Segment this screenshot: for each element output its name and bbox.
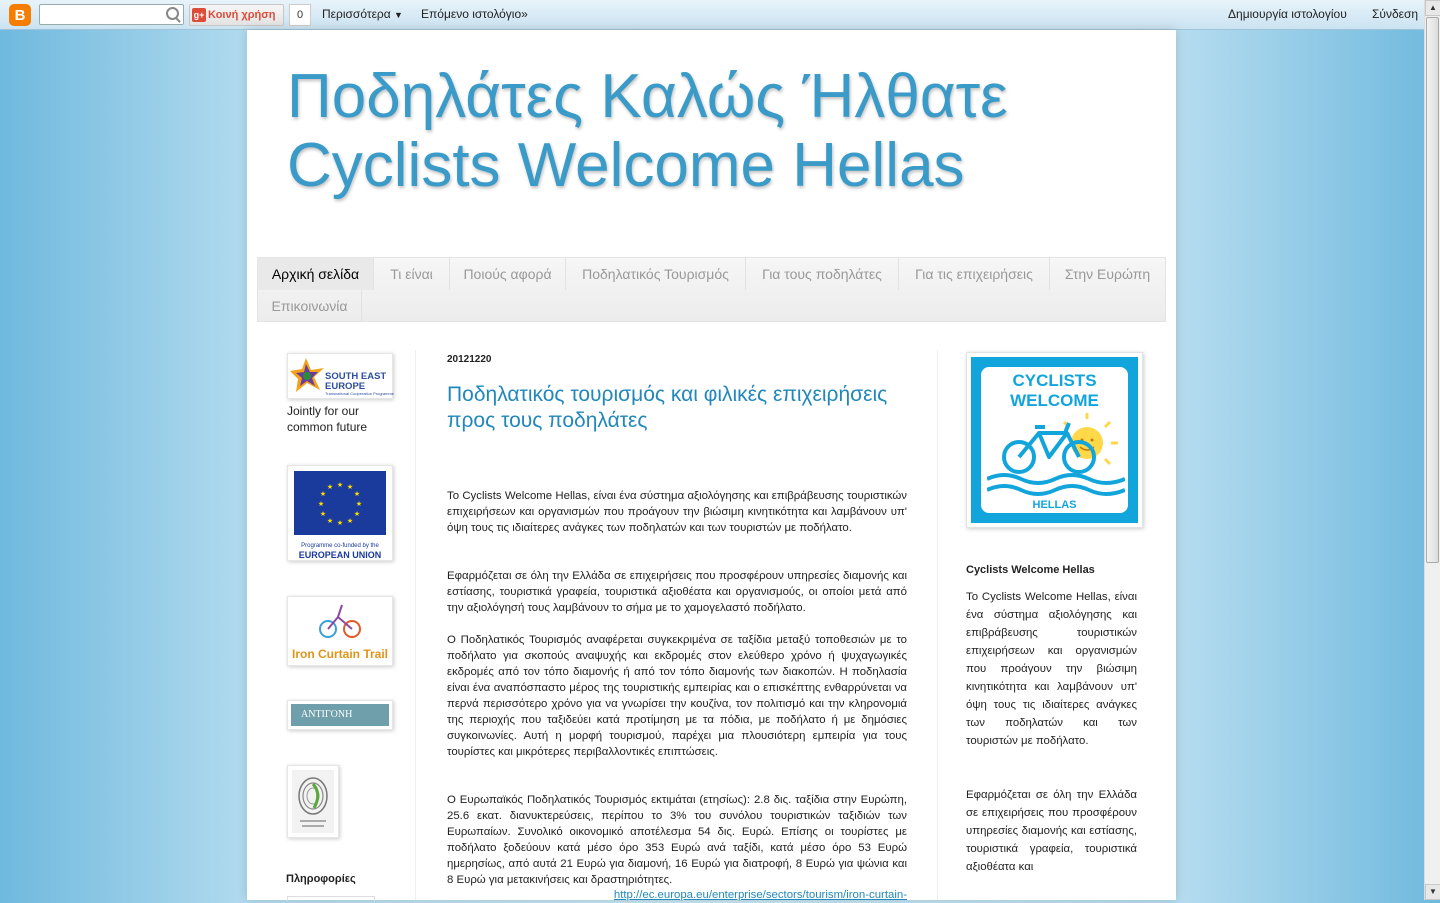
svg-text:★: ★	[326, 483, 334, 491]
post-paragraph: Ο Ευρωπαϊκός Ποδηλατικός Τουρισμός εκτιμάται (ετησίως): 2.8 δις. ταξίδια στην Ευρώπη, 25.6 εκατ. διανυκτερεύσεις, περίπου το 3% του συνόλου τουριστικών ταξιδιών των Ευρωπαίων. Συνολικό οικονομικό αποτέλεσμα 54 δις. Ευρώ. Επίσης οι τουρίστες με ποδήλατο ξοδεύουν κατά μέσο όρο 353 Ευρώ ανά ταξίδι, κατά μέσο όρο 53 Ευρώ ημερησίως, από αυτά 21 Ευρώ για διαμονή, 16 Ευρώ για διατροφή, 8 Ευρώ για ψώνια και 8 Ευρώ για μετακινήσεις και δραστηριότητες.	[447, 794, 907, 886]
post-title[interactable]: Ποδηλατικός τουρισμός και φιλικές επιχειρήσεις προς τους ποδηλάτες	[447, 383, 888, 432]
svg-text:★: ★	[317, 500, 325, 508]
svg-text:★: ★	[336, 481, 344, 489]
tab-in-europe[interactable]: Στην Ευρώπη	[1064, 266, 1151, 282]
eu-line1: Programme co-funded by the	[301, 543, 379, 549]
blogger-navbar	[0, 0, 1424, 30]
blog-title-line2[interactable]: Cyclists Welcome Hellas	[287, 131, 965, 200]
eu-logo[interactable]	[287, 465, 393, 561]
create-blog-link[interactable]: Δημιουργία ιστολογίου	[1228, 7, 1347, 21]
logo-line2: WELCOME	[1010, 391, 1099, 410]
post-source-link[interactable]: http://ec.europa.eu/enterprise/sectors/tourism/iron-curtain-	[613, 889, 907, 901]
right-sidebar-heading: Cyclists Welcome Hellas	[966, 564, 1095, 576]
post-paragraph: Ο Ποδηλατικός Τουρισμός αναφέρεται συγκεκριμένα σε ταξίδια μεταξύ τοποθεσιών με το ποδήλατο για σκοπούς αναψυχής και εκδρομές στον ελεύθερο χρόνο ή ψυχαγωγικές εκδρομές από τον τόπο διαμονής ή από τον τόπο διαμονής των διακοπών. Η ποδηλασία είναι ένα αναπόσπαστο μέρος της τουριστικής εμπειρίας και ο επισκέπτης ενθαρρύνεται να περνά περισσότερο χρόνο για να γνωρίσει την κουζίνα, τον πολιτισμό και την κληρονομιά της περιοχής που ταξιδεύει κατά προτίμηση με τα πόδια, με ποδήλατο ή με δημόσιες συγκοινωνίες. Αυτή η μορφή τουρισμού, παρέχει μια πλουσιότερη εμπειρία για τους τουρίστες και μικρότερες περιβαλλοντικές επιπτώσεις.	[447, 634, 907, 758]
tab-contact[interactable]: Επικοινωνία	[258, 290, 362, 322]
next-blog-link[interactable]: Επόμενο ιστολόγιο»	[421, 7, 528, 21]
svg-text:★: ★	[319, 510, 327, 518]
scrollbar[interactable]	[1424, 0, 1440, 900]
right-sidebar-paragraph: Το Cyclists Welcome Hellas, είναι ένα σύστημα αξιολόγησης και επιβράβευσης τουριστικών επιχειρήσεων και οργανισμών που προάγουν την βιώσιμη κινητικότητα και λαμβάνουν υπ' όψη τους τις ιδιαίτερες ανάγκες των ποδηλατών και των τουριστών με ποδήλατο.	[966, 591, 1137, 747]
blogger-logo-icon[interactable]: B	[9, 4, 31, 26]
search-icon[interactable]	[166, 7, 179, 20]
svg-text:★: ★	[336, 519, 344, 527]
tab-cycling-tourism[interactable]: Ποδηλατικός Τουρισμός	[566, 258, 746, 290]
tab-who[interactable]: Ποιούς αφορά	[450, 258, 566, 290]
fingerprint-icon	[292, 770, 334, 833]
signin-link[interactable]: Σύνδεση	[1372, 7, 1419, 21]
tab-home[interactable]: Αρχική σελίδα	[258, 258, 374, 290]
scroll-up-icon[interactable]: ▲	[1425, 0, 1440, 16]
post-paragraph: Εφαρμόζεται σε όλη την Ελλάδα σε επιχειρήσεις που προσφέρουν υπηρεσίες διαμονής και εστίασης, τουριστικά γραφεία, τουριστικά αξιοθέατα και οργανισμούς, οι οποίοι μετά από την αξιολόγησή τους λαμβάνουν το σήμα με το χαμογελαστό ποδήλατο.	[447, 570, 907, 614]
tab-for-businesses[interactable]: Για τις επιχειρήσεις	[899, 258, 1050, 290]
column-divider	[415, 350, 416, 900]
google-plus-icon: g+	[193, 10, 205, 20]
share-label: Κοινή χρήση	[208, 9, 276, 21]
logo-line3: HELLAS	[1032, 499, 1077, 511]
ict-label: Iron Curtain Trail	[292, 647, 389, 661]
antigoni-label: ΑΝΤΙΓΟΝΗ	[291, 704, 389, 726]
blog-page	[247, 30, 1176, 900]
scroll-down-icon[interactable]: ▼	[1425, 884, 1440, 900]
bicycle-icon	[288, 597, 392, 645]
see-logo-sub: Transnational Cooperation Programme	[325, 391, 394, 396]
logo-line1: CYCLISTS	[1012, 371, 1097, 390]
svg-text:★: ★	[353, 490, 361, 498]
svg-text:★: ★	[346, 517, 354, 525]
post-paragraph: Το Cyclists Welcome Hellas, είναι ένα σύστημα αξιολόγησης και επιβράβευσης τουριστικών επιχειρήσεων και οργανισμών που προάγουν την βιώσιμη κινητικότητα και λαμβάνουν υπ' όψη τους τις ιδιαίτερες ανάγκες των ποδηλατών και των τουριστών με ποδήλατο.	[447, 490, 907, 534]
eu-line2: EUROPEAN UNION	[298, 550, 382, 560]
column-divider	[937, 350, 938, 900]
blog-title-line1[interactable]: Ποδηλάτες Καλώς Ήλθατε	[287, 62, 1008, 131]
blog-title[interactable]	[287, 62, 1008, 200]
info-heading: Πληροφορίες	[286, 873, 356, 885]
see-logo-text: SOUTH EAST EUROPE	[325, 371, 387, 392]
see-programme-logo[interactable]	[287, 353, 393, 399]
iron-curtain-trail-logo[interactable]	[287, 596, 393, 666]
see-caption: Jointly for our common future	[287, 404, 368, 434]
cyclists-welcome-logo[interactable]	[966, 352, 1143, 528]
svg-text:★: ★	[319, 490, 327, 498]
svg-text:★: ★	[353, 510, 361, 518]
share-button[interactable]	[189, 4, 284, 26]
search-input[interactable]	[39, 4, 184, 25]
svg-text:★: ★	[355, 500, 363, 508]
eu-stars-icon	[294, 471, 386, 535]
caret-down-icon: ▼	[394, 10, 403, 20]
page-tabs	[257, 257, 1166, 322]
share-count: 0	[289, 4, 311, 26]
antigoni-logo[interactable]	[287, 700, 393, 730]
svg-text:★: ★	[326, 517, 334, 525]
more-label: Περισσότερα	[322, 7, 391, 21]
tab-for-cyclists[interactable]: Για τους ποδηλάτες	[746, 258, 899, 290]
info-widget-edge	[287, 896, 375, 901]
tab-what-is[interactable]: Τι είναι	[374, 258, 450, 290]
scrollbar-thumb[interactable]	[1426, 17, 1439, 563]
fingerprint-logo[interactable]	[287, 765, 339, 838]
right-sidebar-paragraph: Εφαρμόζεται σε όλη την Ελλάδα σε επιχειρήσεις που προσφέρουν υπηρεσίες διαμονής και εστίασης, τουριστικά γραφεία, τουριστικά αξιοθέατα και	[966, 789, 1137, 873]
svg-text:★: ★	[346, 483, 354, 491]
post-date: 20121220	[447, 354, 492, 365]
more-menu[interactable]	[322, 7, 403, 21]
bicycle-sun-icon	[987, 413, 1125, 497]
